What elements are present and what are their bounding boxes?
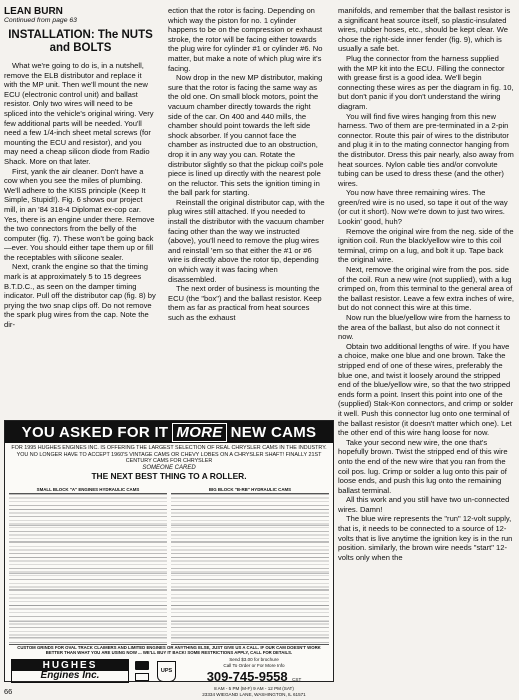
paragraph: ection that the rotor is facing. Depending on which way the piston for no. 1 cylinder happens to be on the compression or exhaust stroke, the rotor will be facing either towards the plug wire for cylinder #1 or cylinder #6. No matter, but make a note of which plug wire it's facing. [168,6,323,73]
article-title: LEAN BURN [4,6,63,17]
address-text: 23334 WIEGAND LANE, WASHINGTON, IL 61571 [202,691,306,697]
paragraph: manifolds, and remember that the ballast resistor is a significant heat source itself, so plastic-insulated wires, rubber hoses, etc., should be kept clear. We chose the right-side inner fender (fig. 9), which is usually a safe bet. [338,6,511,54]
paragraph: First, yank the air cleaner. Don't have a cow when you see the miles of plumbing. We'll adhere to the KISS principle (Keep It Simple, Stupid!). Fig. 6 shows our project mill, in an '84 318-4 Diplomat ex-cop car. Yes, there is an engine under there. Remove the two connectors from the belly of the computer (fig. 7). These won't be going back—ever. You should either tape them up or fill the receptables with silicone sealer. [4,166,155,262]
ad-intro: FOR 1995 HUGHES ENGINES INC. IS OFFERING THE LARGEST SELECTION OF REAL CHRYSLER CAMS IN THE INDUSTRY. YOU NO LONGER HAVE TO ACCEPT 1960'S VINTAGE CAMS OR CHEVY LOBES ON A CHRYSLER SHAFT! FINALLY 21ST CENTURY CAMS FOR CHRYSLER [11,445,327,465]
logo-bottom: Engines Inc. [40,670,100,681]
ups-badge: UPS [157,661,176,682]
visa-card-icon [135,661,149,670]
paragraph: All this work and you still have two un-connected wires. Damn! [338,495,510,514]
paragraph: Next, crank the engine so that the timing mark is at approximately 5 to 15 degrees B.T.D.C., as seen on the damper timing indicator. Pull off the distributor cap (fig. 8) by prying the two snap clips off. Do not remove the spark plug wires from the cap. Note the dir- [4,262,156,330]
ad-banner-text: YOU ASKED FOR IT [21,423,169,441]
section-heading [4,29,157,55]
paragraph: You now have three remaining wires. The green/red wire is no used, so tape it out of the way (or cut it short). Now we're down to just two wires. Lookin' good, huh? [338,188,508,227]
ad-tagline: SOMEONE CARED [142,464,196,471]
paragraph: Reinstall the original distributor cap, with the plug wires still attached. If you needed to install the distributor with the vacuum chamber facing other than the way we instructed (above), you'll need to remove the plug wires and reinstall 'em so that either the #1 or #6 wire is directly above the rotor tip, depending on which way it was facing when disassembled. [168,197,325,284]
paragraph: You will find five wires hanging from this new harness. Two of them are pre-terminated in a 2-pin connector. Route this pair of wires to the distributor and plug it in to the mating connector hanging from the distributor. Dress this pair nearly, also away from heat sources. Nylon cable ties and/or convolute tubing can be used to dress these (and the other) wires. [338,111,514,188]
paragraph: Now run the blue/yellow wire from the harness to the area of the ballast, but also do not connect it now. [338,313,511,342]
phone-timezone: CST [292,677,302,683]
article-column-3 [338,6,514,562]
cam-table-big-block [171,487,329,645]
table-title: BIG BLOCK "B-RB" HYDRAULIC CAMS [208,487,292,492]
mastercard-icon [135,673,149,681]
paragraph: The next order of business is mounting the ECU (the "box") and the ballast resistor. Keep them as far as practical from heat sources such as the exhaust [168,284,322,322]
hours-text: 8 AM - 5 PM (M-F) 9 AM - 12 PM (SAT) [214,686,294,692]
ad-banner-text-2: NEW CAMS [230,423,317,441]
paragraph: Next, remove the original wire from the pos. side of the coil. Run a new wire (not supplied), with a lug crimped on, from this terminal to the general area of the ballast resistor. Leave a few extra inches of wire, but do not connect this wire at this time. [338,265,515,313]
phone-line [177,668,331,686]
hughes-logo [11,659,129,683]
paragraph: What we're going to do is, in a nutshell, remove the ELB distributor and replace it with the MP unit. Then we'll mount the new ECU (electronic control unit) and ballast resistor. Only two wires will need to be spliced into the vehicle's original wiring. Very few additional parts will be needed. You'll need a few 1/4-inch sheet metal screws (for mounting the ECU and resistor), and you may need a cheap silicon diode from Radio Shack. More on that later. [4,61,154,166]
table-body [9,493,167,645]
article-column-1 [4,6,157,330]
article-column-2 [168,6,326,323]
paragraph: Obtain two additional lengths of wire. If you have a choice, make one blue and one brown. Take the stripped end of one of these wires, preferably the blue one, and twist it loosely around the stripped end of the blue/yellow wire, so that the two stripped ends form a point. Insert this point into one of the (supplied) Stak-Kon connectors, and crimp or solder it well. Push this connector lug onto one terminal of the ballast resistor (it doesn't matter which one). Let the other end of this wire hang loose for now. [338,341,514,438]
logo-top: HUGHES [12,660,128,671]
ad-headline: THE NEXT BEST THING TO A ROLLER. [91,470,247,481]
continued-note: Continued from page 63 [4,17,77,24]
paragraph: Remove the original wire from the neg. side of the ignition coil. Run the black/yellow wire to this coil terminal, crimp on a lug, and bolt it up. Tape back the original wire. [338,226,514,265]
section-heading-text: INSTALLATION: The NUTS and BOLTS [8,29,153,54]
ad-contact [177,657,331,697]
call-text: Call To Order or For More Info [223,662,285,668]
ad-banner-more: MORE [172,423,226,442]
paragraph: Plug the connector from the harness supplied with the MP kit into the ECU. Filling the connector with grease first is a good idea. We'll begin connecting these wires as per the diagram in fig. 10, but don't panic if you don't understand the wiring diagram. [338,53,514,111]
paragraph: The blue wire represents the "run" 12-volt supply, that is, it needs to be connected to a source of 12-volts that is live anytime the ignition key is in the run position. similarly, the brown wire needs "start" 12-volts only when the [338,514,513,562]
table-body [171,493,329,645]
paragraph: Take your second new wire, the one that's hopefully brown. Twist the stripped end of this wire onto the end of the new wire that you ran from the coil pos. lug. Crimp or solder a lug onto this pair of loose ends, and push this lug onto the remaining ballast terminal. [338,437,508,495]
cam-table-small-block [9,487,167,645]
ad-footer-text: CUSTOM GRINDS FOR OVAL TRACK CLAIMERS AND LIMITED ENGINES OR ANYTHING ELSE, JUST GIVE US A CALL. IF OUR CAM DOESN'T WORK BETTER THAN WHAT YOU ARE USING NOW ... WE'LL BUY IT BACK! SOME RESTRICTIONS APPLY, CALL FOR DETAILS. [17,645,321,656]
ad-banner [5,421,333,443]
phone-number: 309-745-9558 [206,669,288,685]
table-title: SMALL BLOCK "A" ENGINES HYDRAULIC CAMS [36,487,140,492]
page-number: 66 [4,687,13,696]
paragraph: Now drop in the new MP distributor, making sure that the rotor is facing the same way as the old one. On small block motors, point the vacuum chamber directly towards the right side of the car. On 400 and 440 mills, the chamber should point towards the left side shock absorber. If you cannot face the chamber as instructed due to an obstruction, drop it in any way you can. Rotate the distributor slightly so that the pickup coil's pole piece is lined up directly with the nearest pole on the reluctor. This sets the ignition timing in the ball park for starting. [168,73,324,198]
brochure-text: Send $3.00 for brochure [229,657,279,662]
